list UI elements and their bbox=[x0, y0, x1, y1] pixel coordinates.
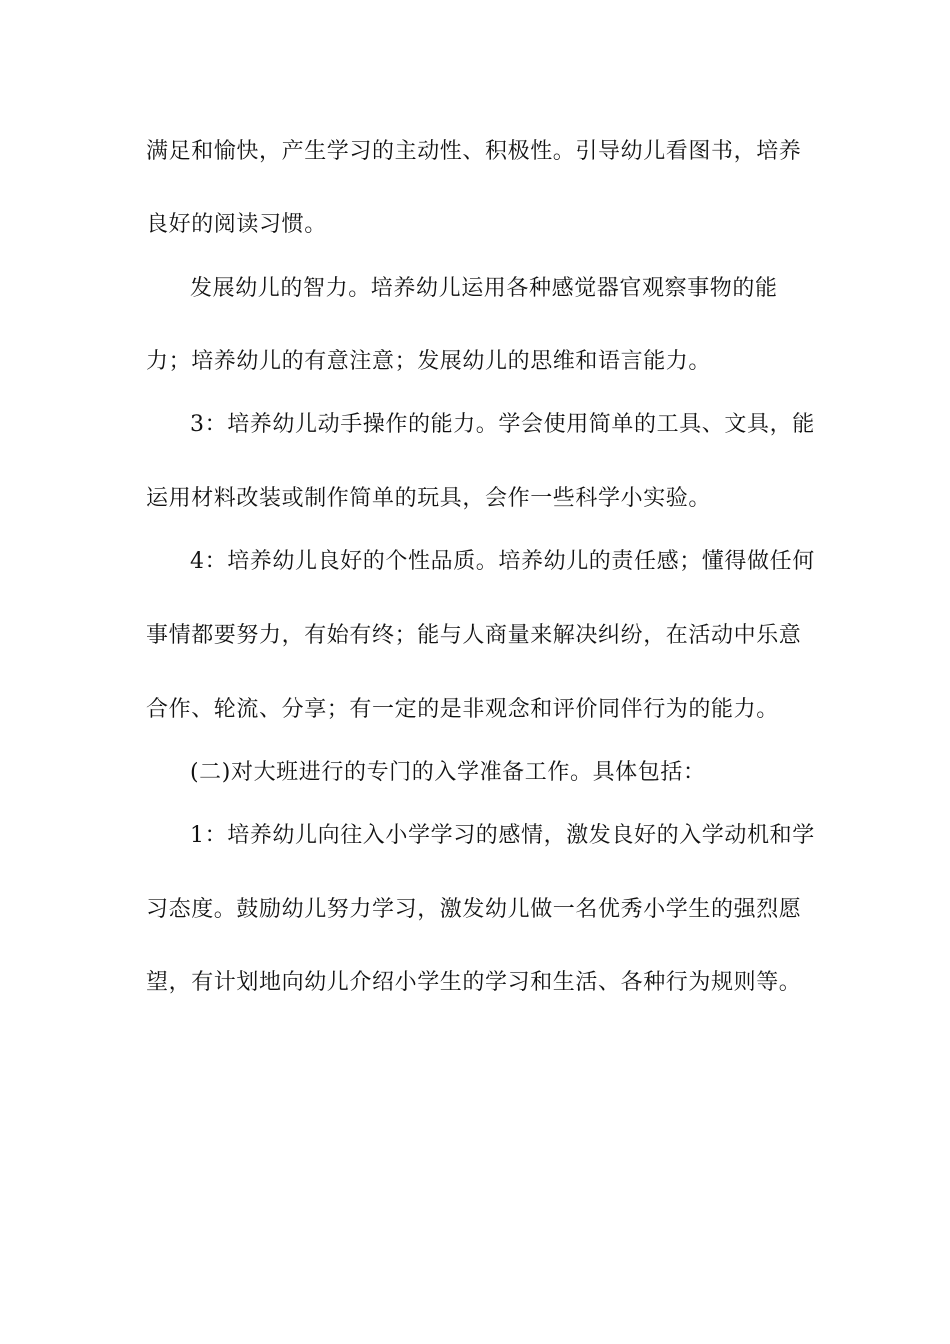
text-line-6: 运用材料改装或制作简单的玩具，会作一些科学小实验。 bbox=[146, 486, 712, 511]
text-line-2: 良好的阅读习惯。 bbox=[146, 212, 327, 237]
text-line-5: 3：培养幼儿动手操作的能力。学会使用简单的工具、文具，能 bbox=[190, 412, 815, 437]
text-line-7: 4：培养幼儿良好的个性品质。培养幼儿的责任感；懂得做任何 bbox=[190, 549, 815, 574]
text-line-3: 发展幼儿的智力。培养幼儿运用各种感觉器官观察事物的能 bbox=[190, 276, 778, 301]
text-line-8: 事情都要努力，有始有终；能与人商量来解决纠纷，在活动中乐意 bbox=[146, 623, 802, 648]
text-line-1: 满足和愉快，产生学习的主动性、积极性。引导幼儿看图书，培养 bbox=[146, 139, 802, 164]
text-line-11: 1：培养幼儿向往入小学学习的感情，激发良好的入学动机和学 bbox=[190, 823, 815, 848]
text-line-4: 力；培养幼儿的有意注意；发展幼儿的思维和语言能力。 bbox=[146, 349, 712, 374]
text-line-10: (二)对大班进行的专门的入学准备工作。具体包括： bbox=[190, 760, 706, 785]
text-line-13: 望，有计划地向幼儿介绍小学生的学习和生活、各种行为规则等。 bbox=[146, 970, 802, 995]
text-line-9: 合作、轮流、分享；有一定的是非观念和评价同伴行为的能力。 bbox=[146, 697, 779, 722]
text-line-12: 习态度。鼓励幼儿努力学习，激发幼儿做一名优秀小学生的强烈愿 bbox=[146, 897, 802, 922]
